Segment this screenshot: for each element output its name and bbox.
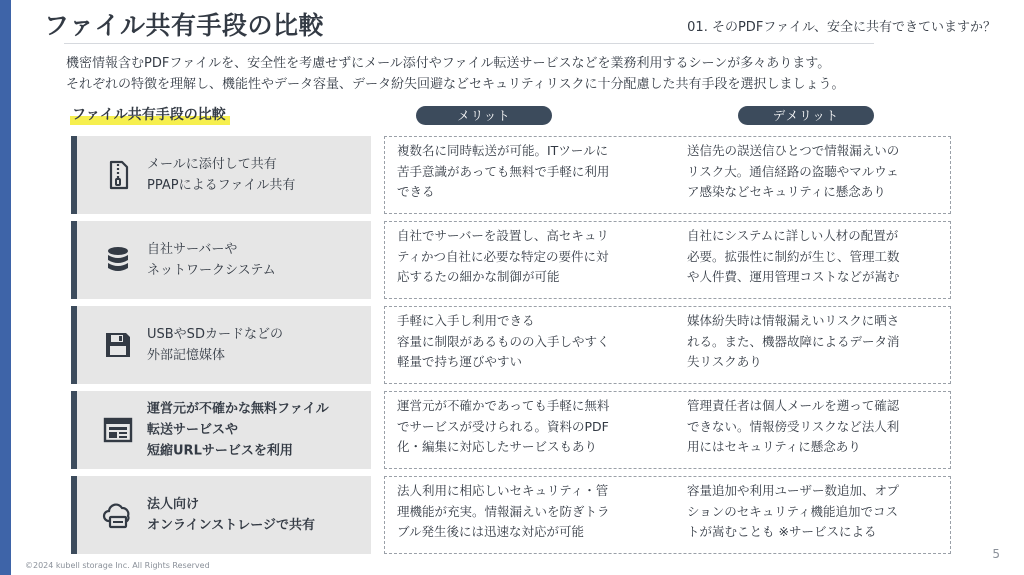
merit-text: 運営元が不確かであっても手軽に無料 でサービスが受けられる。資料のPDF 化・編集に対応したサービスもあり — [397, 398, 610, 454]
row-details-box — [384, 221, 951, 299]
comparison-row-online-storage — [71, 476, 951, 554]
row-details-box — [384, 136, 951, 214]
merit-text: 自社でサーバーを設置し、高セキュリ ティかつ自社に必要な特定の要件に対 応するたの細かな制御が可能 — [397, 228, 609, 284]
comparison-row-email — [71, 136, 951, 214]
header-divider — [64, 43, 874, 44]
row-details-box — [384, 306, 951, 384]
comparison-section-label: ファイル共有手段の比較 — [70, 104, 230, 125]
intro-line-1: 機密情報含むPDFファイルを、安全性を考慮せずにメール添付やファイル転送サービスなどを業務利用するシーンが多々あります。 — [66, 56, 831, 71]
row-title: USBやSDカードなどの 外部記憶媒体 — [147, 327, 283, 363]
cloud-storage-icon — [102, 499, 134, 531]
merit-text: 法人利用に相応しいセキュリティ・管 理機能が充実。情報漏えいを防ぎトラ ブル発生後には迅速な対応が可能 — [397, 483, 610, 539]
row-label-panel — [71, 391, 371, 469]
zip-file-icon — [102, 159, 134, 191]
row-label-panel — [71, 221, 371, 299]
intro-line-2: それぞれの特徴を理解し、機能性やデータ容量、データ紛失回避などセキュリティリスクに十分配慮した共有手段を選択しましょう。 — [66, 77, 845, 92]
demerit-text: 送信先の誤送信ひとつで情報漏えいの リスク大。通信経路の盗聴やマルウェ ア感染などセキュリティに懸念あり — [687, 143, 900, 199]
page-number: 5 — [992, 547, 1000, 561]
demerit-text: 自社にシステムに詳しい人材の配置が 必要。拡張性に制約が生じ、管理工数 や人件費、運用管理コストなどが嵩む — [687, 228, 900, 284]
comparison-row-external-media — [71, 306, 951, 384]
demerit-text: 管理責任者は個人メールを遡って確認 できない。情報傍受リスクなど法人利 用にはセキュリティに懸念あり — [687, 398, 900, 454]
floppy-disk-icon — [102, 329, 134, 361]
row-title: 自社サーバーや ネットワークシステム — [147, 242, 276, 278]
left-accent-bar — [0, 0, 11, 575]
demerit-text: 媒体紛失時は情報漏えいリスクに晒さ れる。また、機器故障によるデータ消 失リスクあり — [687, 313, 900, 369]
row-label-panel — [71, 306, 371, 384]
section-question: 01. そのPDFファイル、安全に共有できていますか？ — [687, 20, 996, 35]
page-title: ファイル共有手段の比較 — [44, 11, 325, 40]
demerit-text: 容量追加や利用ユーザー数追加、オプ ションのセキュリティ機能追加でコス トが嵩むことも ※サービスによる — [687, 483, 900, 539]
demerit-header: デメリット — [738, 106, 874, 125]
copyright-notice: ©2024 kubell storage Inc. All Rights Reserved — [25, 561, 210, 570]
merit-header: メリット — [416, 106, 552, 125]
row-title: メールに添付して共有 PPAPによるファイル共有 — [147, 157, 296, 193]
row-details-box — [384, 391, 951, 469]
merit-text: 手軽に入手し利用できる 容量に制限があるものの入手しやすく 軽量で持ち運びやすい — [397, 313, 610, 369]
row-title: 運営元が不確かな無料ファイル 転送サービスや 短縮URLサービスを利用 — [147, 401, 329, 459]
row-label-panel — [71, 136, 371, 214]
merit-text: 複数名に同時転送が可能。ITツールに 苦手意識があっても無料で手軽に利用 できる — [397, 143, 610, 199]
row-title: 法人向け オンラインストレージで共有 — [147, 497, 315, 533]
database-icon — [102, 244, 134, 276]
intro-text — [66, 53, 844, 95]
comparison-row-free-transfer — [71, 391, 951, 469]
row-details-box — [384, 476, 951, 554]
row-label-panel — [71, 476, 371, 554]
comparison-row-server — [71, 221, 951, 299]
web-browser-icon — [102, 414, 134, 446]
